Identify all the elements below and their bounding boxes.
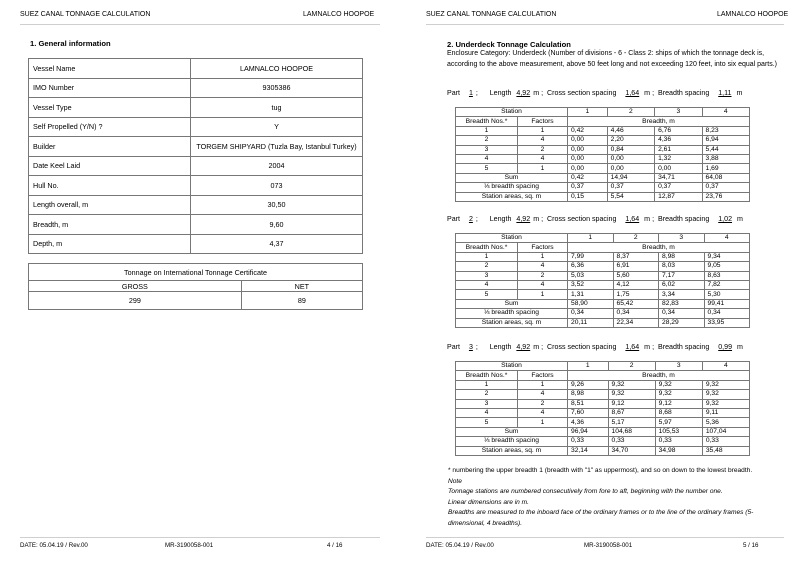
third-spacing-row (456, 183, 750, 192)
info-row (29, 195, 363, 215)
header-vessel: LAMNALCO HOOPOE (717, 11, 789, 18)
breadth-header: Breadth, m (568, 243, 750, 252)
breadth-no: 1 (456, 126, 518, 135)
factor: 1 (518, 164, 568, 173)
breadth-value: 5,60 (613, 271, 659, 280)
factor: 2 (518, 399, 568, 408)
unit: m (533, 215, 540, 223)
separator: ; (652, 343, 655, 351)
part-label: Part (447, 343, 461, 351)
row-value: 0,15 (568, 192, 608, 201)
cross-section-label: Cross section spacing (547, 343, 617, 351)
breadth-no: 3 (456, 145, 518, 154)
row-value: 28,29 (659, 318, 705, 327)
footer-date: DATE: 05.04.19 / Rev.00 (20, 542, 88, 549)
row-value: 0,33 (608, 437, 655, 446)
row-value: 32,14 (568, 446, 609, 455)
row-value: 96,94 (568, 427, 609, 436)
breadth-no: 3 (456, 271, 518, 280)
breadth-value: 0,42 (568, 126, 608, 135)
row-value: 0,34 (568, 309, 614, 318)
station-number: 2 (613, 234, 659, 243)
station-number: 1 (568, 234, 614, 243)
breadth-value: 1,31 (568, 290, 614, 299)
factor: 1 (518, 126, 568, 135)
breadth-row (456, 262, 750, 271)
row-value: 64,08 (702, 173, 749, 182)
breadth-row (456, 399, 750, 408)
part-label: Part (447, 89, 461, 97)
info-label: IMO Number (29, 78, 191, 98)
row-value: 65,42 (613, 299, 659, 308)
info-value: 9305386 (191, 78, 363, 98)
footer-ref: MR-3190058-001 (165, 542, 214, 549)
length-label: Length (489, 343, 512, 351)
breadth-value: 9,32 (608, 390, 655, 399)
station-area-row (456, 318, 750, 327)
cross-section-value: 1,64 (625, 343, 640, 351)
header-rule (20, 24, 380, 25)
unit: m (737, 215, 743, 223)
row-value: 20,11 (568, 318, 614, 327)
row-label: Station areas, sq. m (456, 446, 568, 455)
row-value: 105,53 (655, 427, 702, 436)
breadth-row (456, 252, 750, 261)
breadth-value: 4,36 (655, 136, 702, 145)
part-parameters (447, 215, 743, 223)
info-value: 073 (191, 176, 363, 196)
breadth-value: 8,51 (568, 399, 609, 408)
station-number: 4 (704, 234, 750, 243)
station-area-row (456, 192, 750, 201)
row-value: 0,37 (655, 183, 702, 192)
breadth-spacing-value: 0,99 (718, 343, 733, 351)
breadth-spacing-value: 1,11 (718, 89, 732, 97)
breadth-row (456, 380, 750, 389)
length-value: 4,92 (516, 89, 531, 97)
station-number: 2 (608, 362, 655, 371)
breadth-no: 5 (456, 418, 518, 427)
breadth-no: 3 (456, 399, 518, 408)
breadth-value: 5,30 (704, 290, 750, 299)
breadth-header: Breadth, m (568, 371, 750, 380)
breadth-row (456, 390, 750, 399)
breadth-value: 7,99 (568, 252, 614, 261)
row-value: 58,90 (568, 299, 614, 308)
row-value: 104,68 (608, 427, 655, 436)
breadth-no: 2 (456, 262, 518, 271)
section-title: 1. General information (30, 39, 111, 48)
info-row (29, 98, 363, 118)
cross-section-value: 1,64 (625, 215, 640, 223)
info-label: Hull No. (29, 176, 191, 196)
breadth-value: 9,32 (702, 380, 749, 389)
row-label: Sum (456, 173, 568, 182)
breadth-value: 2,20 (607, 136, 654, 145)
breadth-no: 5 (456, 290, 518, 299)
station-number: 4 (702, 362, 749, 371)
row-label: ⅓ breadth spacing (456, 183, 568, 192)
breadth-row (456, 136, 750, 145)
breadth-value: 0,84 (607, 145, 654, 154)
row-label: Station areas, sq. m (456, 318, 568, 327)
station-area-row (456, 446, 750, 455)
breadth-value: 1,69 (702, 164, 749, 173)
row-value: 99,41 (704, 299, 750, 308)
info-row (29, 156, 363, 176)
footer-page-number: 4 / 16 (327, 542, 343, 549)
breadth-value: 1,32 (655, 154, 702, 163)
breadth-value: 8,68 (655, 408, 702, 417)
notes (448, 466, 778, 529)
header-rule (426, 24, 784, 25)
breadth-value: 2,61 (655, 145, 702, 154)
info-label: Length overall, m (29, 195, 191, 215)
breadth-row (456, 290, 750, 299)
part-parameters (447, 343, 743, 351)
note-line: Breadths are measured to the inboard face of the ordinary frames or to the line of the ordinary frames (5-dimensional, 4 breadths). (448, 509, 754, 527)
net-label: NET (241, 281, 362, 292)
breadth-nos-header: Breadth Nos.* (456, 371, 518, 380)
factor: 1 (518, 252, 568, 261)
breadth-value: 3,34 (659, 290, 705, 299)
unit: m (644, 89, 651, 97)
factor: 4 (518, 408, 568, 417)
part-number: 3 (468, 343, 473, 351)
separator: ; (541, 89, 544, 97)
info-row (29, 137, 363, 157)
breadth-value: 7,82 (704, 280, 750, 289)
enclosure-description: Enclosure Category: Underdeck (Number of divisions - 6 - Class 2: ships of which the tonnage deck is, according to the above measurement, above 50 feet long and not exceeding 120 feet, into six equal parts.) (447, 50, 777, 68)
breadth-value: 5,03 (568, 271, 614, 280)
breadth-value: 1,75 (613, 290, 659, 299)
tonnage-table (28, 263, 363, 310)
third-spacing-row (456, 309, 750, 318)
factors-header: Factors (518, 243, 568, 252)
info-row (29, 215, 363, 235)
info-row (29, 234, 363, 254)
factor: 1 (518, 380, 568, 389)
info-value: Y (191, 117, 363, 137)
separator: ; (541, 215, 544, 223)
station-number: 3 (655, 362, 702, 371)
factors-header: Factors (518, 371, 568, 380)
breadth-value: 9,32 (702, 399, 749, 408)
factor: 4 (518, 262, 568, 271)
footer-rule (426, 537, 784, 538)
breadth-value: 8,67 (608, 408, 655, 417)
breadth-value: 4,46 (607, 126, 654, 135)
breadth-value: 3,52 (568, 280, 614, 289)
breadth-spacing-value: 1,02 (718, 215, 733, 223)
breadth-value: 7,17 (659, 271, 705, 280)
footer-rule (20, 537, 380, 538)
info-label: Self Propelled (Y/N) ? (29, 117, 191, 137)
breadth-no: 2 (456, 390, 518, 399)
info-row (29, 176, 363, 196)
station-number: 1 (568, 108, 608, 117)
row-value: 14,94 (607, 173, 654, 182)
row-value: 34,70 (608, 446, 655, 455)
note-label: Note (448, 477, 462, 485)
info-label: Vessel Name (29, 59, 191, 79)
row-value: 0,34 (659, 309, 705, 318)
info-value: 30,50 (191, 195, 363, 215)
unit: m (736, 89, 743, 97)
breadth-value: 9,32 (608, 380, 655, 389)
separator: ; (652, 89, 655, 97)
unit: m (737, 343, 743, 351)
breadth-value: 0,00 (568, 154, 608, 163)
breadth-header: Breadth, m (568, 117, 750, 126)
row-label: Sum (456, 427, 568, 436)
cross-section-label: Cross section spacing (547, 89, 617, 97)
breadth-row (456, 418, 750, 427)
breadth-value: 5,44 (702, 145, 749, 154)
row-value: 35,48 (702, 446, 749, 455)
breadth-value: 8,63 (704, 271, 750, 280)
separator: ; (475, 215, 478, 223)
breadth-nos-header: Breadth Nos.* (456, 243, 518, 252)
station-number: 4 (702, 108, 749, 117)
separator: ; (652, 215, 655, 223)
breadth-no: 1 (456, 380, 518, 389)
breadth-value: 0,00 (607, 154, 654, 163)
cross-section-value: 1,64 (625, 89, 640, 97)
length-label: Length (489, 89, 512, 97)
row-label: Sum (456, 299, 568, 308)
station-number: 3 (659, 234, 705, 243)
row-value: 12,87 (655, 192, 702, 201)
sum-row (456, 427, 750, 436)
row-label: ⅓ breadth spacing (456, 437, 568, 446)
separator: ; (475, 343, 478, 351)
row-label: ⅓ breadth spacing (456, 309, 568, 318)
gross-label: GROSS (29, 281, 242, 292)
breadth-value: 8,03 (659, 262, 705, 271)
breadth-value: 8,98 (659, 252, 705, 261)
factor: 4 (518, 390, 568, 399)
separator: ; (541, 343, 544, 351)
breadth-value: 8,37 (613, 252, 659, 261)
third-spacing-row (456, 437, 750, 446)
part-label: Part (447, 215, 461, 223)
factors-header: Factors (518, 117, 568, 126)
net-value: 89 (241, 292, 362, 310)
breadth-row (456, 145, 750, 154)
header-title: SUEZ CANAL TONNAGE CALCULATION (20, 11, 151, 18)
info-label: Depth, m (29, 234, 191, 254)
breadth-value: 4,12 (613, 280, 659, 289)
breadth-value: 0,00 (568, 145, 608, 154)
breadth-no: 2 (456, 136, 518, 145)
station-table (455, 107, 750, 202)
station-number: 1 (568, 362, 609, 371)
breadth-value: 9,11 (702, 408, 749, 417)
breadth-row (456, 154, 750, 163)
station-header: Station (456, 362, 568, 371)
row-value: 107,04 (702, 427, 749, 436)
breadth-value: 6,76 (655, 126, 702, 135)
factor: 4 (518, 154, 568, 163)
breadth-value: 0,00 (568, 164, 608, 173)
factor: 2 (518, 271, 568, 280)
factor: 1 (518, 418, 568, 427)
note-line: Linear dimensions are in m. (448, 498, 529, 506)
station-number: 3 (655, 108, 702, 117)
breadth-value: 3,88 (702, 154, 749, 163)
breadth-value: 5,97 (655, 418, 702, 427)
unit: m (644, 343, 651, 351)
station-header: Station (456, 234, 568, 243)
gross-value: 299 (29, 292, 242, 310)
info-row (29, 59, 363, 79)
sum-row (456, 299, 750, 308)
breadth-value: 9,32 (655, 380, 702, 389)
general-info-table (28, 58, 363, 254)
breadth-spacing-label: Breadth spacing (658, 215, 710, 223)
breadth-value: 6,36 (568, 262, 614, 271)
station-table (455, 233, 750, 328)
length-label: Length (489, 215, 512, 223)
separator: ; (475, 89, 478, 97)
asterisk-note: * numbering the upper breadth 1 (breadth with "1" as uppermost), and so on down to the lowest breadth. (448, 467, 753, 474)
info-label: Date Keel Laid (29, 156, 191, 176)
breadth-value: 6,02 (659, 280, 705, 289)
info-value: 4,37 (191, 234, 363, 254)
info-label: Breadth, m (29, 215, 191, 235)
header-vessel: LAMNALCO HOOPOE (303, 11, 375, 18)
tonnage-caption: Tonnage on International Tonnage Certificate (29, 264, 363, 281)
breadth-value: 9,34 (704, 252, 750, 261)
breadth-spacing-label: Breadth spacing (658, 89, 710, 97)
breadth-value: 8,23 (702, 126, 749, 135)
row-value: 33,95 (704, 318, 750, 327)
row-value: 34,71 (655, 173, 702, 182)
length-value: 4,92 (516, 215, 531, 223)
breadth-no: 1 (456, 252, 518, 261)
breadth-value: 0,00 (568, 136, 608, 145)
factor: 4 (518, 136, 568, 145)
breadth-row (456, 280, 750, 289)
sum-row (456, 173, 750, 182)
row-value: 0,37 (568, 183, 608, 192)
breadth-row (456, 126, 750, 135)
info-row (29, 78, 363, 98)
breadth-no: 4 (456, 408, 518, 417)
unit: m (533, 343, 540, 351)
breadth-value: 9,12 (655, 399, 702, 408)
cross-section-label: Cross section spacing (547, 215, 617, 223)
footer-ref: MR-3190058-001 (584, 542, 633, 549)
breadth-value: 5,17 (608, 418, 655, 427)
info-value: TORGEM SHIPYARD (Tuzla Bay, Istanbul Turkey) (191, 137, 363, 157)
breadth-value: 6,91 (613, 262, 659, 271)
row-value: 34,98 (655, 446, 702, 455)
info-label: Vessel Type (29, 98, 191, 118)
info-value: tug (191, 98, 363, 118)
station-header: Station (456, 108, 568, 117)
breadth-row (456, 271, 750, 280)
row-value: 0,33 (655, 437, 702, 446)
row-value: 0,34 (613, 309, 659, 318)
unit: m (533, 89, 540, 97)
breadth-value: 0,00 (655, 164, 702, 173)
factor: 4 (518, 280, 568, 289)
info-value: LAMNALCO HOOPOE (191, 59, 363, 79)
row-value: 0,34 (704, 309, 750, 318)
row-value: 82,83 (659, 299, 705, 308)
part-number: 2 (468, 215, 473, 223)
row-value: 0,37 (607, 183, 654, 192)
info-value: 2004 (191, 156, 363, 176)
row-value: 0,33 (702, 437, 749, 446)
header-title: SUEZ CANAL TONNAGE CALCULATION (426, 11, 557, 18)
breadth-value: 9,05 (704, 262, 750, 271)
note-line: Tonnage stations are numbered consecutively from fore to aft, beginning with the number one. (448, 488, 723, 495)
underdeck-title: 2. Underdeck Tonnage Calculation (447, 40, 571, 49)
breadth-nos-header: Breadth Nos.* (456, 117, 518, 126)
footer-date: DATE: 05.04.19 / Rev.00 (426, 542, 494, 549)
breadth-value: 6,94 (702, 136, 749, 145)
row-value: 0,37 (702, 183, 749, 192)
breadth-value: 9,12 (608, 399, 655, 408)
breadth-row (456, 164, 750, 173)
row-value: 23,76 (702, 192, 749, 201)
station-table (455, 361, 750, 456)
factor: 2 (518, 145, 568, 154)
breadth-value: 7,60 (568, 408, 609, 417)
info-row (29, 117, 363, 137)
footer-page-number: 5 / 16 (743, 542, 759, 549)
breadth-value: 9,32 (655, 390, 702, 399)
breadth-value: 9,26 (568, 380, 609, 389)
unit: m (644, 215, 651, 223)
breadth-value: 5,36 (702, 418, 749, 427)
station-number: 2 (607, 108, 654, 117)
breadth-no: 4 (456, 280, 518, 289)
row-label: Station areas, sq. m (456, 192, 568, 201)
length-value: 4,92 (516, 343, 531, 351)
breadth-value: 9,32 (702, 390, 749, 399)
row-value: 0,33 (568, 437, 609, 446)
info-label: Builder (29, 137, 191, 157)
breadth-value: 0,00 (607, 164, 654, 173)
factor: 1 (518, 290, 568, 299)
info-value: 9,60 (191, 215, 363, 235)
row-value: 5,54 (607, 192, 654, 201)
row-value: 0,42 (568, 173, 608, 182)
breadth-value: 4,36 (568, 418, 609, 427)
part-number: 1 (468, 89, 473, 97)
part-parameters (447, 89, 742, 97)
breadth-no: 5 (456, 164, 518, 173)
breadth-no: 4 (456, 154, 518, 163)
breadth-value: 8,98 (568, 390, 609, 399)
row-value: 22,34 (613, 318, 659, 327)
breadth-spacing-label: Breadth spacing (658, 343, 710, 351)
breadth-row (456, 408, 750, 417)
